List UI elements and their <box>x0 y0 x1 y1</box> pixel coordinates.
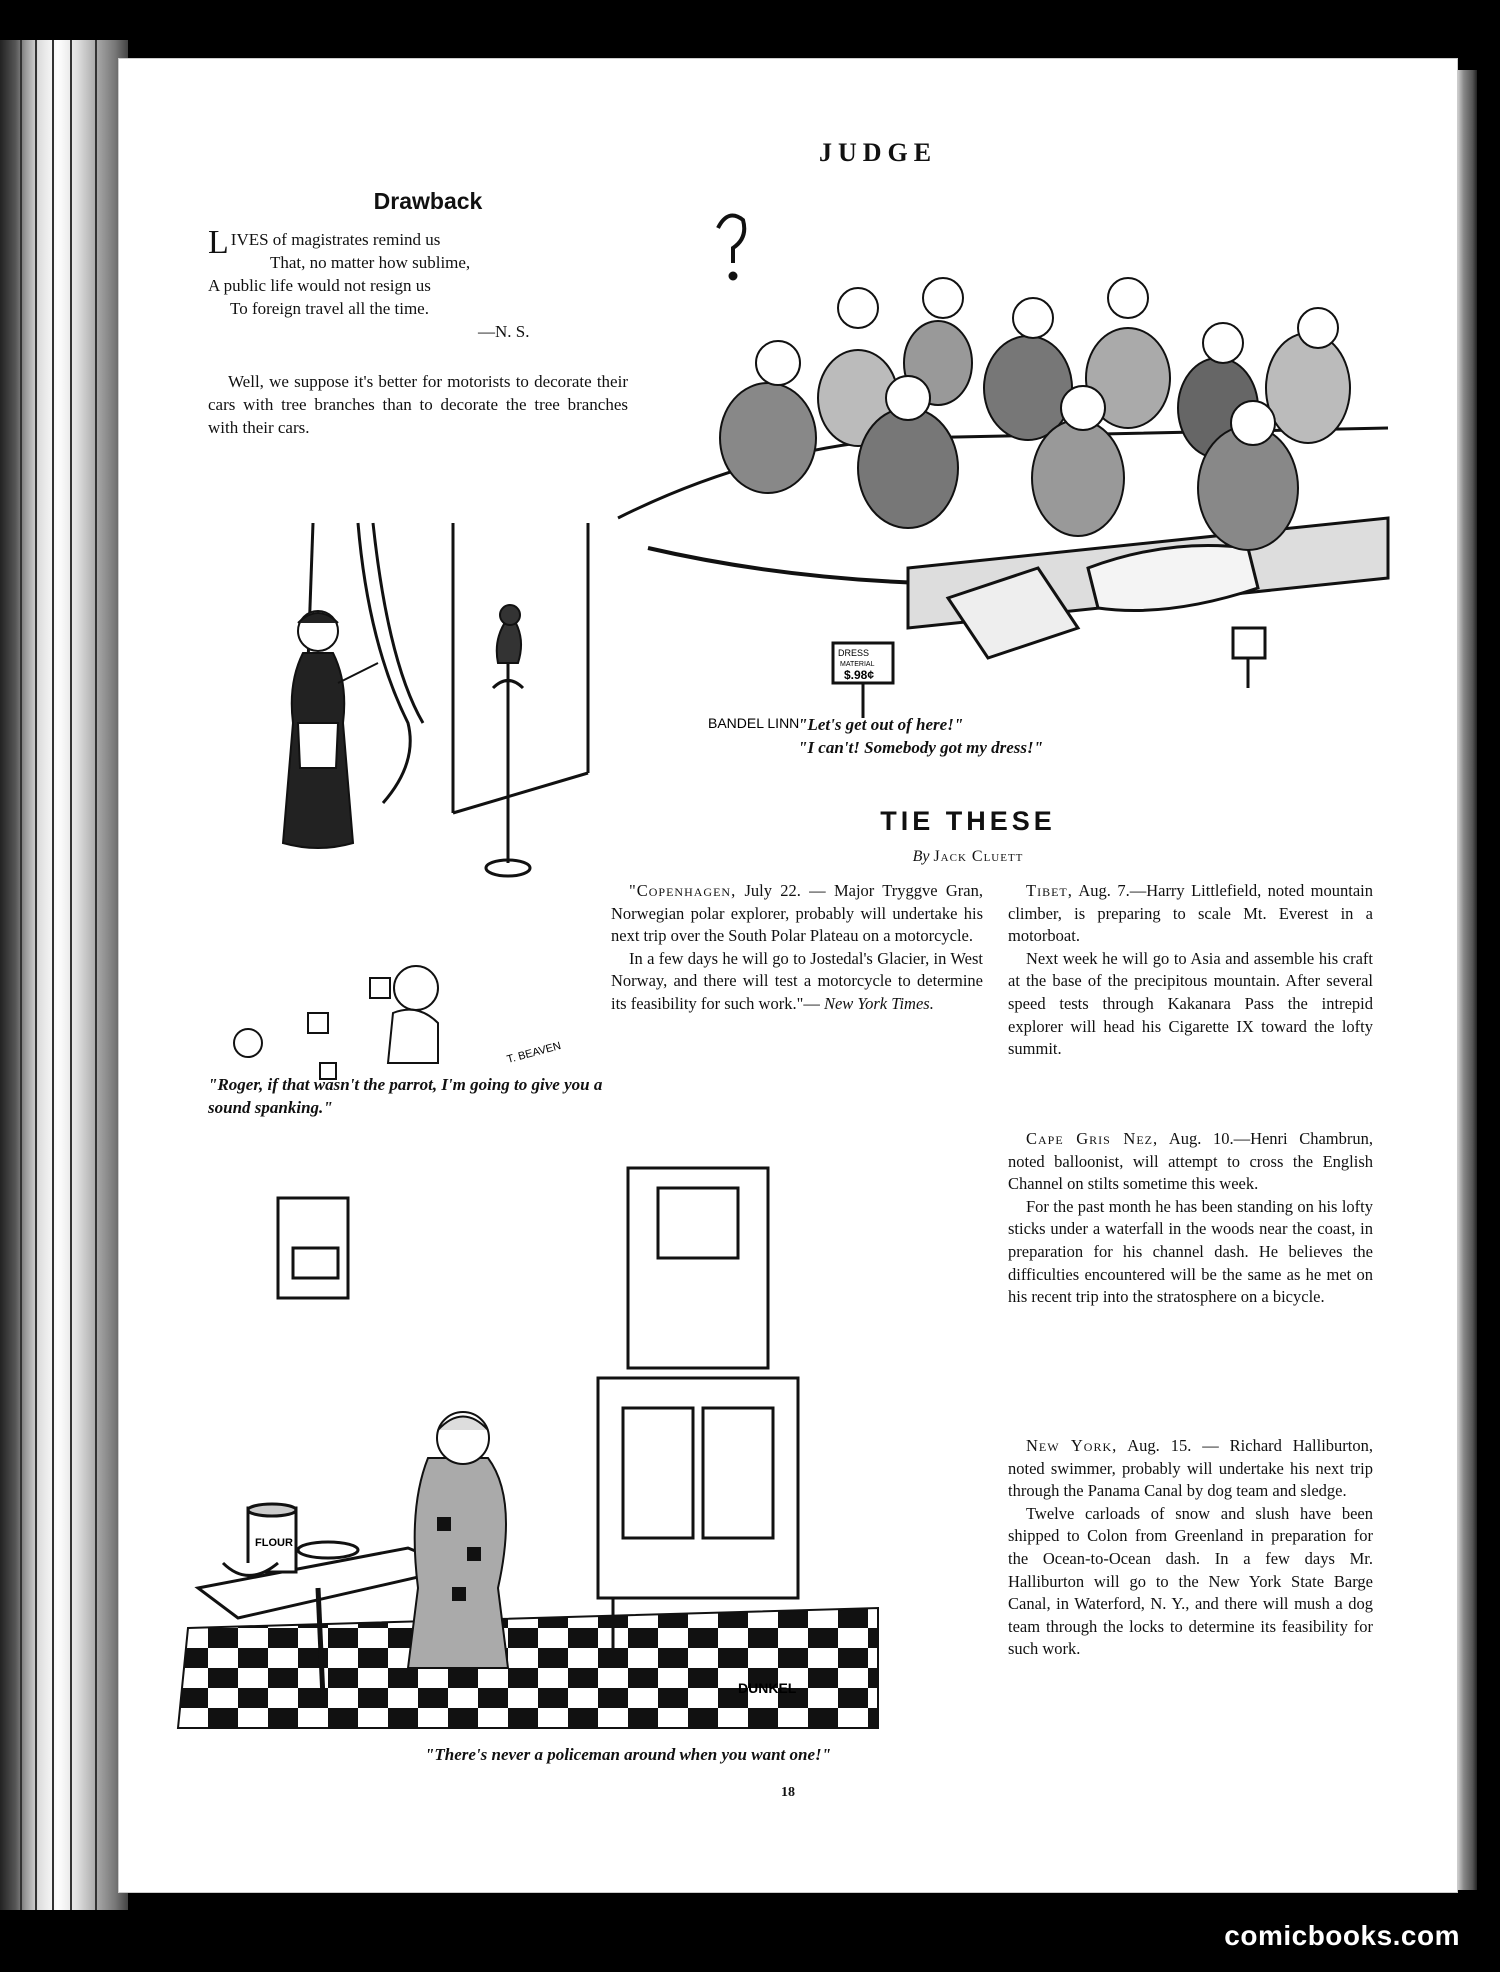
article-text: For the past month he has been standing on his lofty sticks under a waterfall in the woods near the coast, in preparation for his channel dash. He believes the difficulties encountered will be the same as he met on his recent trip into the stratosphere on a bicycle. <box>1008 1196 1373 1307</box>
parrot-cartoon <box>208 523 648 1073</box>
caption-line: "I can't! Somebody got my dress!" <box>798 738 1044 757</box>
poem-line: To foreign travel all the time. <box>230 299 429 318</box>
article-text: Aug. 15. — Richard Halliburton, noted swimmer, probably will undertake his next trip through the Panama Canal by dog team and sledge. <box>1008 1436 1373 1501</box>
magazine-page <box>118 58 1458 1893</box>
dateline: "Copenhagen, <box>629 881 737 900</box>
article-column <box>611 880 983 1016</box>
article-column <box>1008 1435 1373 1661</box>
watermark: comicbooks.com <box>1224 1920 1460 1951</box>
article-column <box>1008 880 1373 1061</box>
dateline: Tibet, <box>1026 881 1073 900</box>
article-byline <box>718 848 1218 866</box>
poem <box>208 224 628 343</box>
article-source: New York Times. <box>823 993 934 1013</box>
dateline: Cape Gris Nez, <box>1026 1129 1159 1148</box>
cartoon-signature: BANDEL LINN <box>708 715 800 731</box>
poem-dropcap: L <box>208 224 229 261</box>
byline-name: Jack Cluett <box>933 848 1024 865</box>
sign-text: MATERIAL <box>840 661 875 668</box>
book-spine <box>0 40 128 1910</box>
running-title: JUDGE <box>818 138 938 167</box>
poem-title: Drawback <box>373 188 483 214</box>
jar-label: FLOUR <box>255 1537 293 1549</box>
sign-text: DRESS <box>838 648 870 658</box>
article-text: July 22. — Major Tryggve Gran, Norwegian polar explorer, probably will undertake his next trip over the South Polar Plateau on a motorcycle. <box>611 881 983 946</box>
poem-line: IVES of magistrates remind us <box>230 230 441 249</box>
caption-line: "Let's get out of here!" <box>798 715 964 734</box>
article-column <box>1008 1128 1373 1309</box>
dateline: New York, <box>1026 1436 1118 1455</box>
article-title: TIE THESE <box>880 806 1056 836</box>
sign-price: $.98¢ <box>844 668 875 682</box>
poem-attribution: —N. S. <box>478 322 530 341</box>
cartoon-caption <box>798 713 1248 759</box>
article-text: Next week he will go to Asia and assemble his craft at the base of the precipitous mountain. After several speed tests through Kakanara Pass the intrepid explorer will head his Cigarette IX toward the lofty summit. <box>1008 948 1373 1059</box>
byline-prefix: By <box>912 848 930 865</box>
article-text: In a few days he will go to Jostedal's Glacier, in West Norway, and there will test a motorcycle to determine its feasibility for such work."— <box>611 948 983 1013</box>
article-text: Twelve carloads of snow and slush have been shipped to Colon from Greenland in preparation for the Ocean-to-Ocean dash. In a few days Mr. Halliburton will go to the New York State Barge Canal, in Waterford, N. Y., and there will mush a dog team through the locks to determine its feasibility for such work. <box>1008 1503 1373 1659</box>
cartoon-signature: T. BEAVEN <box>505 1039 563 1066</box>
poem-line: That, no matter how sublime, <box>270 253 471 272</box>
page-number: 18 <box>781 1785 795 1800</box>
article-text: Aug. 10.—Henri Chambrun, noted balloonist, will attempt to cross the English Channel on stilts sometime this week. <box>1008 1129 1373 1194</box>
cartoon-caption: "Roger, if that wasn't the parrot, I'm going to give you a sound spanking." <box>208 1075 603 1117</box>
cartoon-caption: "There's never a policeman around when you want one!" <box>424 1745 832 1764</box>
article-text: Aug. 7.—Harry Littlefield, noted mountain climber, is preparing to scale Mt. Everest in a motorboat. <box>1008 881 1373 946</box>
paragraph: Well, we suppose it's better for motorists to decorate their cars with tree branches than to decorate the tree branches with their cars. <box>208 372 628 437</box>
poem-line: A public life would not resign us <box>208 276 431 295</box>
kitchen-cartoon <box>178 1168 898 1738</box>
page-edge <box>1455 70 1477 1890</box>
cartoon-signature: DUNKEL <box>738 1680 797 1696</box>
